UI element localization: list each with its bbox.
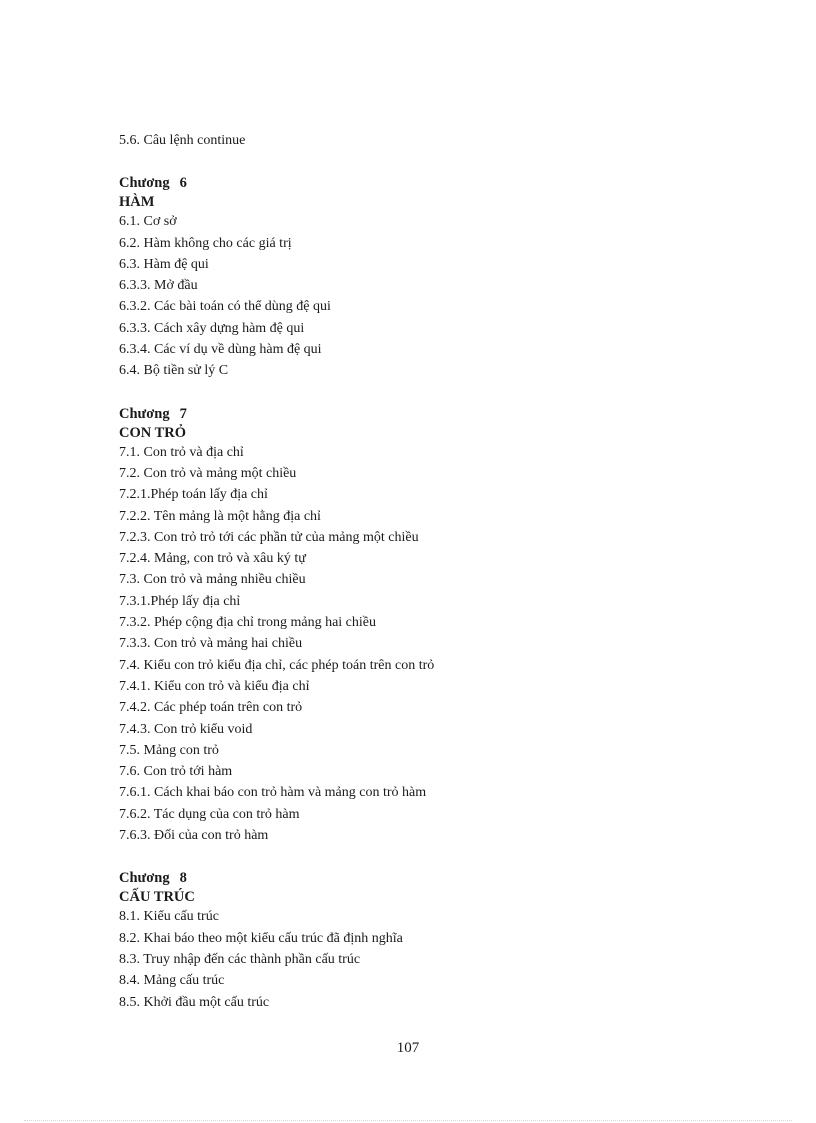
page-number: 107 (396, 1040, 420, 1056)
chapter-heading-6 (119, 172, 739, 194)
toc-item: 6.3.3. Mở đầu (119, 278, 198, 294)
toc-item: 7.2.1.Phép toán lấy địa chỉ (119, 487, 268, 503)
toc-item: 7.4.1. Kiểu con trỏ và kiểu địa chỉ (119, 678, 310, 694)
toc-item: 6.3.3. Cách xây dựng hàm đệ qui (119, 320, 305, 336)
toc-item: 7.2.3. Con trỏ trỏ tới các phần tử của mảng một chiều (119, 529, 419, 545)
toc-item: 6.3. Hàm đệ qui (119, 256, 209, 272)
table-of-contents (119, 130, 739, 1013)
toc-item: 7.3. Con trỏ và mảng nhiều chiều (119, 572, 306, 588)
toc-item: 6.1. Cơ sở (119, 214, 177, 230)
chapter-number: 6 (179, 175, 187, 192)
chapter-title-8: CẤU TRÚC (119, 889, 195, 906)
toc-item: 7.6.1. Cách khai báo con trỏ hàm và mảng con trỏ hàm (119, 785, 427, 801)
chapter-title-6: HÀM (119, 194, 155, 211)
toc-item: 7.3.3. Con trỏ và mảng hai chiều (119, 636, 303, 652)
toc-item: 7.4. Kiểu con trỏ kiểu địa chỉ, các phép toán trên con trỏ (119, 657, 435, 673)
chapter-word: Chương (119, 175, 170, 192)
toc-item: 7.6.3. Đối của con trỏ hàm (119, 828, 269, 844)
toc-item: 7.4.3. Con trỏ kiểu void (119, 721, 253, 737)
toc-item: 8.5. Khởi đầu một cấu trúc (119, 994, 270, 1010)
chapter-number: 7 (179, 405, 187, 422)
chapter-heading-8 (119, 867, 739, 889)
toc-item: 7.6. Con trỏ tới hàm (119, 764, 233, 780)
toc-item: 8.3. Truy nhập đến các thành phần cấu trúc (119, 951, 361, 967)
toc-item: 7.1. Con trỏ và địa chỉ (119, 444, 244, 460)
chapter-number: 8 (179, 870, 187, 887)
toc-item: 6.3.4. Các ví dụ về dùng hàm đệ qui (119, 342, 322, 358)
toc-item: 7.2. Con trỏ và mảng một chiều (119, 465, 297, 481)
toc-item: 6.3.2. Các bài toán có thể dùng đệ qui (119, 299, 331, 315)
chapter-word: Chương (119, 870, 170, 887)
chapter-heading-7 (119, 403, 739, 425)
toc-item: 7.2.2. Tên mảng là một hằng địa chỉ (119, 508, 321, 524)
toc-item: 7.4.2. Các phép toán trên con trỏ (119, 700, 303, 716)
toc-item: 7.3.1.Phép lấy địa chỉ (119, 593, 241, 609)
page-bottom-rule (24, 1120, 792, 1121)
toc-item: 7.6.2. Tác dụng của con trỏ hàm (119, 806, 300, 822)
toc-item: 7.2.4. Mảng, con trỏ và xâu ký tự (119, 551, 306, 567)
toc-item: 8.2. Khai báo theo một kiểu cấu trúc đã định nghĩa (119, 930, 403, 946)
toc-item: 8.4. Mảng cấu trúc (119, 973, 225, 989)
toc-item: 7.3.2. Phép cộng địa chỉ trong mảng hai chiều (119, 615, 376, 631)
toc-item: 6.4. Bộ tiền sử lý C (119, 363, 229, 379)
toc-item: 8.1. Kiểu cấu trúc (119, 909, 219, 925)
chapter-title-7: CON TRỎ (119, 424, 187, 441)
chapter-word: Chương (119, 405, 170, 422)
toc-item: 7.5. Mảng con trỏ (119, 742, 219, 758)
toc-item: 6.2. Hàm không cho các giá trị (119, 235, 292, 251)
toc-item-intro: 5.6. Câu lệnh continue (119, 133, 246, 148)
